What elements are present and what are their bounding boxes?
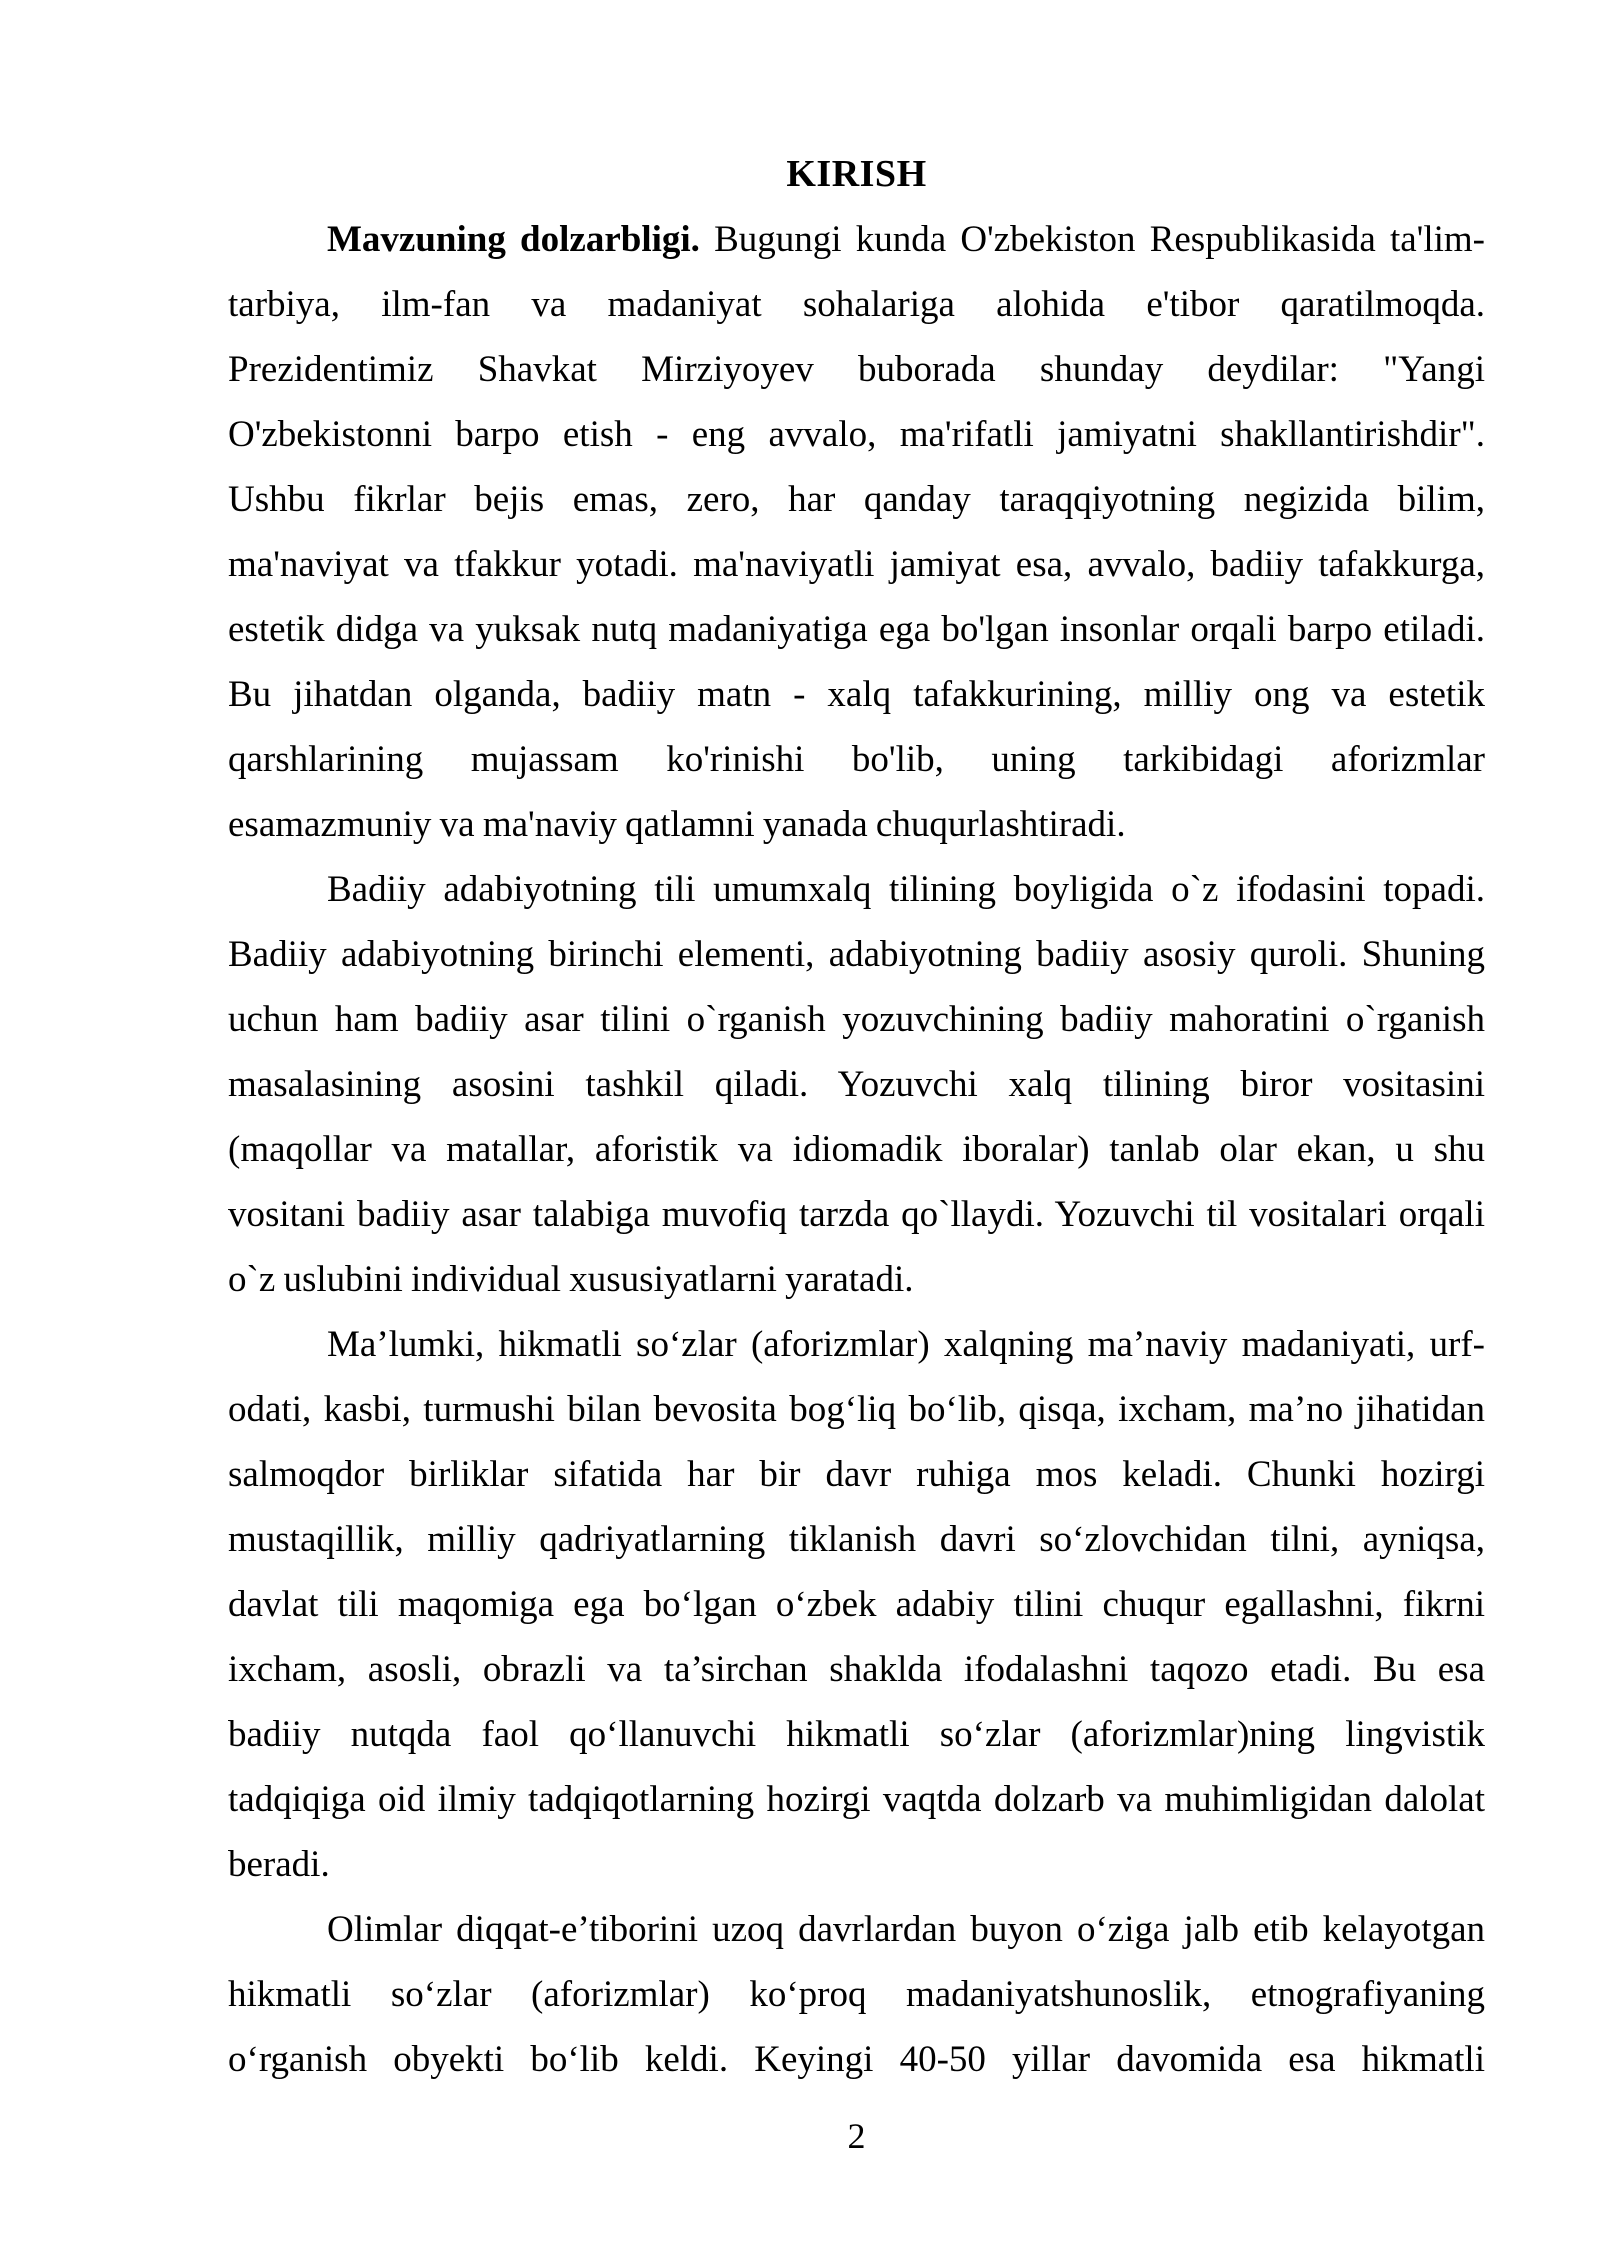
text-line: o`z uslubini individual xususiyatlarni yaratadi. xyxy=(228,1259,914,1300)
page-number: 2 xyxy=(847,2116,866,2156)
text-line: tadqiqiga oid ilmiy tadqiqotlarning hozirgi vaqtda dolzarb va muhimligidan dalolat xyxy=(228,1779,1485,1820)
bold-lead-in: Mavzuning dolzarbligi. xyxy=(327,219,700,260)
text-line: Badiiy adabiyotning tili umumxalq tilining boyligida o`z ifodasini topadi. xyxy=(327,869,1485,910)
text-line: uchun ham badiiy asar tilini o`rganish yozuvchining badiiy mahoratini o`rganish xyxy=(228,999,1485,1040)
text-line: O'zbekistonni barpo etish - eng avvalo, ma'rifatli jamiyatni shakllantirishdir". xyxy=(228,414,1485,455)
text-line: Badiiy adabiyotning birinchi elementi, adabiyotning badiiy asosiy quroli. Shuning xyxy=(228,934,1485,975)
text-line: davlat tili maqomiga ega bo‘lgan o‘zbek adabiy tilini chuqur egallashni, fikrni xyxy=(228,1584,1485,1625)
text-line: Prezidentimiz Shavkat Mirziyoyev buborada shunday deydilar: "Yangi xyxy=(228,349,1485,390)
text-line: ixcham, asosli, obrazli va ta’sirchan shaklda ifodalashni taqozo etadi. Bu esa xyxy=(228,1649,1485,1690)
text-line: Olimlar diqqat-e’tiborini uzoq davrlardan buyon o‘ziga jalb etib kelayotgan xyxy=(327,1909,1485,1950)
text-line: Bu jihatdan olganda, badiiy matn - xalq tafakkurining, milliy ong va estetik xyxy=(228,674,1485,715)
text-line: salmoqdor birliklar sifatida har bir davr ruhiga mos keladi. Chunki hozirgi xyxy=(228,1454,1485,1495)
text-line: odati, kasbi, turmushi bilan bevosita bog‘liq bo‘lib, qisqa, ixcham, ma’no jihatidan xyxy=(228,1389,1485,1430)
document-content xyxy=(228,142,1485,2092)
text-line: badiiy nutqda faol qo‘llanuvchi hikmatli so‘zlar (aforizmlar)ning lingvistik xyxy=(228,1714,1485,1755)
text-line: ma'naviyat va tfakkur yotadi. ma'naviyatli jamiyat esa, avvalo, badiiy tafakkurga, xyxy=(228,544,1485,585)
text-line: masalasining asosini tashkil qiladi. Yozuvchi xalq tilining biror vositasini xyxy=(228,1064,1485,1105)
page-title: KIRISH xyxy=(786,153,927,195)
text-line: esamazmuniy va ma'naviy qatlamni yanada chuqurlashtiradi. xyxy=(228,804,1126,845)
text-line: estetik didga va yuksak nutq madaniyatiga ega bo'lgan insonlar orqali barpo etiladi. xyxy=(228,609,1485,650)
text-line: Mavzuning dolzarbligi. Bugungi kunda O'zbekiston Respublikasida ta'lim- xyxy=(327,219,1485,260)
document-body xyxy=(228,207,1485,2092)
text-line: o‘rganish obyekti bo‘lib keldi. Keyingi 40-50 yillar davomida esa hikmatli xyxy=(228,2039,1485,2080)
text-line: beradi. xyxy=(228,1844,330,1885)
text-line: tarbiya, ilm-fan va madaniyat sohalariga alohida e'tibor qaratilmoqda. xyxy=(228,284,1485,325)
text-line: hikmatli so‘zlar (aforizmlar) ko‘proq madaniyatshunoslik, etnografiyaning xyxy=(228,1974,1485,2015)
text-line: Ushbu fikrlar bejis emas, zero, har qanday taraqqiyotning negizida bilim, xyxy=(228,479,1485,520)
text-line: mustaqillik, milliy qadriyatlarning tiklanish davri so‘zlovchidan tilni, ayniqsa, xyxy=(228,1519,1485,1560)
text-line: Ma’lumki, hikmatli so‘zlar (aforizmlar) xalqning ma’naviy madaniyati, urf- xyxy=(327,1324,1485,1365)
text-line: qarshlarining mujassam ko'rinishi bo'lib, uning tarkibidagi aforizmlar xyxy=(228,739,1485,780)
text-line: (maqollar va matallar, aforistik va idiomadik iboralar) tanlab olar ekan, u shu xyxy=(228,1129,1485,1170)
text-line: vositani badiiy asar talabiga muvofiq tarzda qo`llaydi. Yozuvchi til vositalari orqali xyxy=(228,1194,1485,1235)
